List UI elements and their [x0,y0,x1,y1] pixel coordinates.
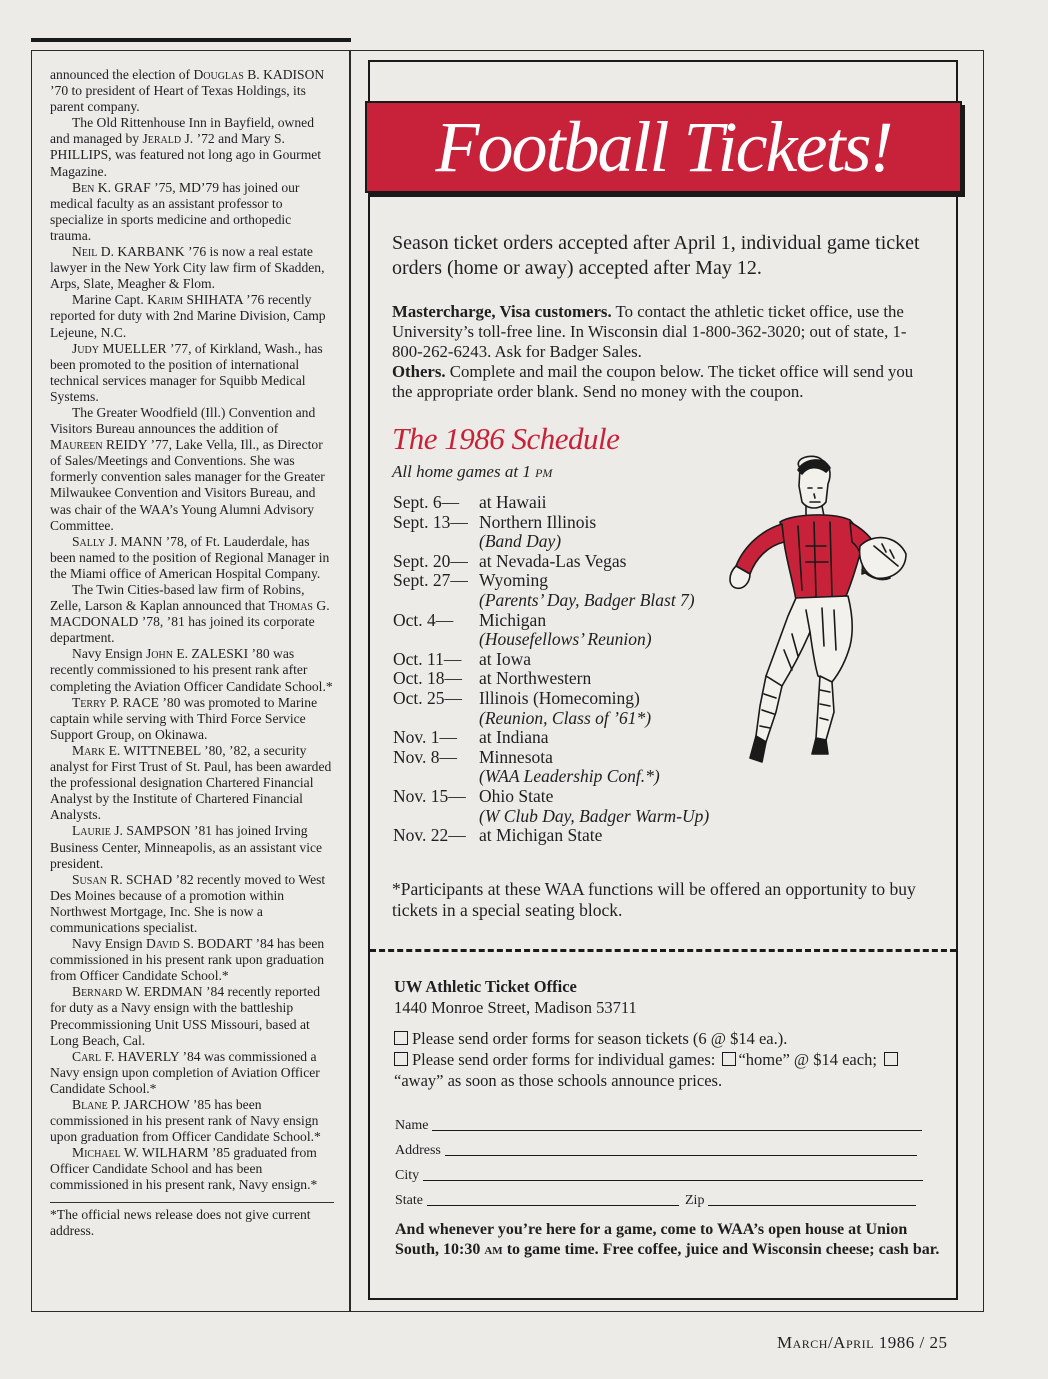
football-player-illustration [722,450,912,780]
game-opponent-cell [479,689,723,728]
game-opponent: Illinois (Homecoming) [479,687,640,708]
game-opponent-cell [479,552,723,572]
coupon-cut-line [370,949,956,952]
given-name: Carl [72,1048,102,1064]
name-label: Name [395,1118,429,1133]
game-opponent: at Indiana [479,727,549,748]
note-text: Navy Ensign [72,646,147,662]
others-label: Others. [392,362,446,381]
class-note [50,1049,334,1097]
class-note [50,582,334,646]
game-note: (Parents’ Day, Badger Blast 7) [479,589,695,610]
city-field[interactable] [395,1168,923,1184]
game-row [393,493,723,513]
game-note: (Housefellows’ Reunion) [479,629,652,650]
note-text: F. HAVERLY ’84 was commissioned a Navy ensign upon completion of Aviation Officer Candidate School.* [50,1048,320,1096]
game-opponent: Minnesota [479,746,553,767]
given-name: John [146,646,173,662]
city-line[interactable] [423,1180,923,1181]
open-house-note: And whenever you’re here for a game, come to WAA’s open house at Union South, 10:30 am to game time. Free coffee, juice and Wisconsin cheese; cash bar. [395,1221,940,1258]
season-checkbox[interactable] [394,1031,408,1045]
game-row [393,689,723,728]
class-notes [50,67,334,1194]
class-note [50,1097,334,1145]
address-label: Address [395,1143,441,1158]
class-note [50,115,334,179]
note-text: J. SAMPSON ’81 has joined Irving Business Center, Minneapolis, as an assistant vice president. [50,823,323,871]
game-opponent-cell [479,493,723,513]
page-number: 25 [929,1333,948,1352]
given-name: Ben [72,179,95,195]
class-note [50,936,334,984]
given-name: Sally [72,533,106,549]
class-note [50,67,334,115]
game-date: Nov. 15— [393,785,466,806]
note-text: Navy Ensign [72,936,147,952]
page-folio [777,1333,947,1353]
individual-option: Please send order forms for individual games: “home” @ $14 each; “away” as soon as those schools announce prices. [394,1049,914,1091]
ordering-info [392,302,937,402]
note-text: W. ERDMAN ’84 recently reported for duty as a Navy ensign with the battleship Precommissioning Unit USS Missouri, based at Long Beach, Cal. [50,984,321,1048]
banner-title: Football Tickets! [435,107,892,187]
game-opponent: at Northwestern [479,668,592,689]
class-note [50,244,334,292]
note-text: D. KARBANK ’76 is now a real estate lawyer in the New York City law firm of Skadden, Arps, Slate, Meagher & Flom. [50,244,325,292]
schedule-list [393,493,723,846]
given-name: Michael [72,1145,121,1161]
class-note [50,341,334,405]
game-date: Oct. 11— [393,648,462,669]
class-note [50,1145,334,1193]
game-date: Oct. 25— [393,687,463,708]
others-text: Complete and mail the coupon below. The ticket office will send you the appropriate order blank. Send no money with the coupon. [392,362,914,401]
note-text: K. GRAF ’75, MD’79 has joined our medical faculty as an assistant professor to specialize in sports medicine and orthopedic trauma. [50,179,300,243]
individual-checkbox[interactable] [394,1052,408,1066]
game-date: Oct. 18— [393,668,463,689]
note-text: announced the election of [50,67,194,82]
participants-note: *Participants at these WAA functions will be offered an opportunity to buy tickets in a special seating block. [392,879,916,920]
game-opponent: at Hawaii [479,492,547,512]
game-row [393,650,723,670]
given-name: Maureen [50,437,103,453]
footnote: *The official news release does not give current address. [50,1206,311,1238]
game-opponent-cell [479,826,723,846]
note-text: MUELLER ’77, of Kirkland, Wash., has been promoted to the position of international technical services manager for Squibb Medical Systems. [50,340,323,404]
ticket-office-address [394,976,924,1018]
game-row [393,728,723,748]
game-note: (WAA Leadership Conf.*) [479,766,660,787]
class-note [50,695,334,743]
state-line[interactable] [427,1205,679,1206]
game-opponent-cell [479,748,723,787]
game-row [393,826,723,846]
top-rule [31,38,351,42]
game-opponent: Michigan [479,609,547,630]
given-name: Douglas [193,67,244,82]
city-label: City [395,1168,420,1183]
office-name: UW Athletic Ticket Office [394,977,577,996]
note-text: S. BODART ’84 has been commissioned in his present rank upon graduation from Officer Candidate School.* [50,936,325,984]
game-row [393,787,723,826]
given-name: Jerald [142,131,182,147]
office-street: 1440 Monroe Street, Madison 53711 [394,998,637,1017]
zip-label: Zip [685,1193,705,1208]
issue-date: March/April 1986 [777,1333,915,1352]
schedule-subtitle: All home games at 1 pm [392,462,553,481]
game-opponent: at Nevada-Las Vegas [479,550,627,571]
zip-line[interactable] [708,1205,916,1206]
note-text: R. SCHAD ’82 recently moved to West Des Moines because of a promotion within Northwest Mortgage, Inc. She is now a communications specialist. [50,871,326,935]
note-text: J. MANN ’78, of Ft. Lauderdale, has been named to the position of Regional Manager in the Miami office of American Hospital Company. [50,533,330,581]
name-line[interactable] [432,1130,922,1131]
game-note: (W Club Day, Badger Warm-Up) [479,805,710,826]
given-name: Karim [147,292,184,308]
note-text: Marine Capt. [72,292,148,308]
game-date: Nov. 1— [393,727,458,748]
game-date: Sept. 27— [393,570,468,591]
given-name: Blane [72,1097,108,1112]
game-opponent: Northern Illinois [479,511,597,532]
note-text: The Twin Cities-based law firm of Robins, Zelle, Larson & Kaplan announced that [50,582,305,614]
class-note [50,984,334,1048]
game-note: (Reunion, Class of ’61*) [479,707,652,728]
game-opponent-cell [479,669,723,689]
footnote-rule [50,1202,334,1203]
schedule-title: The 1986 Schedule [392,421,620,456]
column-divider [349,50,351,1312]
class-note [50,405,334,534]
given-name: Susan [72,871,107,887]
note-text: The Greater Woodfield (Ill.) Convention and Visitors Bureau announces the addition of [50,404,316,437]
game-date: Sept. 13— [393,511,468,532]
title-banner [365,101,962,193]
game-opponent-cell [479,611,723,650]
note-text: SHIHATA ’76 recently reported for duty with 2nd Marine Division, Camp Lejeune, N.C. [50,292,326,340]
game-date: Nov. 8— [393,746,458,767]
note-text: P. RACE ’80 was promoted to Marine captain while serving with Third Force Service Support Group, on Okinawa. [50,694,318,742]
game-date: Oct. 4— [393,609,454,630]
class-note [50,180,334,244]
class-note [50,534,334,582]
intro-text: Season ticket orders accepted after April 1, individual game ticket orders (home or away) accepted after May 12. [392,232,920,279]
given-name: Bernard [72,984,123,1000]
state-zip-field[interactable] [395,1193,916,1209]
class-notes-column [50,67,334,1239]
given-name: Neil [72,244,98,260]
note-text: E. WITTNEBEL ’80, ’82, a security analyst for First Trust of St. Paul, has been awarded the professional designation Chartered Financial Analyst by the Institute of Chartered Financial Analysts. [50,742,332,823]
class-note [50,743,334,823]
game-opponent: at Iowa [479,648,531,669]
game-opponent-cell [479,650,723,670]
state-label: State [395,1193,423,1208]
order-options [394,1028,914,1091]
game-row [393,513,723,552]
note-text: The Old Rittenhouse Inn in Bayfield, owned and managed by [50,115,314,147]
mastercharge-text: To contact the athletic ticket office, use the University’s toll-free line. In Wisconsin dial 1-800-362-3020; out of state, 1-800-262-6243. Ask for Badger Sales. [392,302,907,361]
folio-separator: / [914,1333,930,1352]
given-name: Laurie [72,823,111,839]
note-text: E. ZALESKI ’80 was recently commissioned to his present rank after completing the Aviation Officer Candidate School.* [50,646,333,694]
game-opponent-cell [479,728,723,748]
note-text: J. ’72 and Mary S. PHILLIPS, was featured not long ago in Gourmet Magazine. [50,131,322,179]
game-date: Sept. 6— [393,492,460,512]
game-note: (Band Day) [479,531,562,552]
game-date: Sept. 20— [393,550,468,571]
game-opponent: Ohio State [479,785,554,806]
note-text: W. WILHARM ’85 graduated from Officer Candidate School and has been commissioned in his present rank, Navy ensign.* [50,1145,318,1193]
game-row [393,669,723,689]
class-note [50,823,334,871]
given-name: Thomas [268,598,313,614]
name-field[interactable] [395,1118,922,1134]
game-row [393,552,723,572]
given-name: David [146,936,180,952]
game-opponent-cell [479,571,723,610]
class-note [50,292,334,340]
game-row [393,611,723,650]
game-opponent: at Michigan State [479,825,603,846]
season-option: Please send order forms for season tickets (6 @ $14 ea.). [394,1028,914,1049]
note-text: P. JARCHOW ’85 has been commissioned in his present rank of Navy ensign upon graduation from Officer Candidate School.* [50,1097,321,1145]
game-row [393,571,723,610]
game-opponent-cell [479,787,723,826]
home-checkbox[interactable] [722,1052,736,1066]
class-note [50,872,334,936]
note-text: G. MACDONALD ’78, ’81 has joined its corporate department. [50,598,330,646]
game-row [393,748,723,787]
address-line[interactable] [445,1155,917,1156]
class-note [50,646,334,694]
away-checkbox[interactable] [884,1052,898,1066]
given-name: Mark [72,742,106,758]
game-opponent-cell [479,513,723,552]
game-date: Nov. 22— [393,825,466,846]
note-text: REIDY ’77, Lake Vella, Ill., as Director of Sales/Meetings and Conventions. She was formerly convention sales manager for the Greater Milwaukee Convention and Visitors Bureau, and was chair of the WAA’s Young Alumni Advisory Committee. [50,437,325,533]
address-field[interactable] [395,1143,917,1159]
note-text: B. KADISON ’70 to president of Heart of Texas Holdings, its parent company. [50,67,325,115]
given-name: Judy [72,340,99,356]
game-opponent: Wyoming [479,570,548,591]
given-name: Terry [72,694,107,710]
mastercharge-label: Mastercharge, Visa customers. [392,302,612,321]
